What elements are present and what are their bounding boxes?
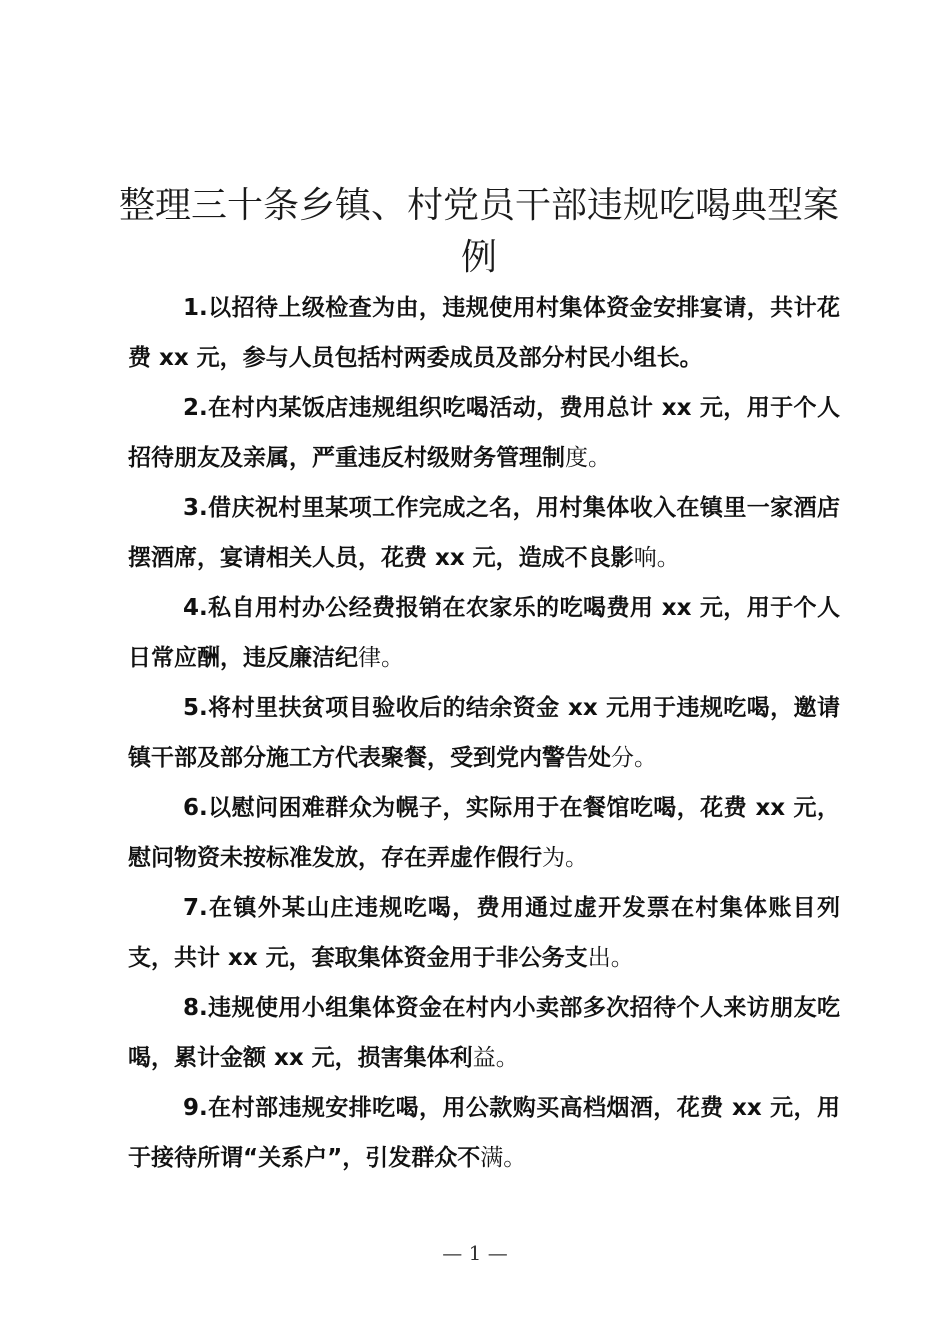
case-item: [128, 983, 840, 1083]
case-text: 4.私自用村办公经费报销在农家乐的吃喝费用 xx 元，用于个人日常应酬，违反廉洁纪: [128, 595, 840, 671]
case-text-tail: 为。: [542, 845, 588, 871]
page-number: — 1 —: [442, 1241, 508, 1265]
document-title: 整理三十条乡镇、村党员干部违规吃喝典型案例: [118, 185, 839, 278]
case-item: [128, 583, 840, 683]
case-text: 5.将村里扶贫项目验收后的结余资金 xx 元用于违规吃喝，邀请镇干部及部分施工方代表聚餐，受到党内警告处: [128, 695, 840, 771]
case-item: [128, 383, 840, 483]
case-text: 1.以招待上级检查为由，违规使用村集体资金安排宴请，共计花费 xx 元，参与人员包括村两委成员及部分村民小组长。: [128, 295, 840, 371]
case-item: [128, 883, 840, 983]
case-item: [128, 283, 840, 383]
case-text: 9.在村部违规安排吃喝，用公款购买高档烟酒，花费 xx 元，用于接待所谓“关系户”，引发群众不: [128, 1095, 840, 1171]
case-item: [128, 683, 840, 783]
case-text-tail: 出。: [587, 945, 634, 971]
case-text-tail: 律。: [358, 645, 404, 671]
case-text-tail: 益。: [472, 1045, 519, 1071]
case-text: 6.以慰问困难群众为幌子，实际用于在餐馆吃喝，花费 xx 元，慰问物资未按标准发放，存在弄虚作假行: [128, 795, 840, 871]
case-text: 2.在村内某饭店违规组织吃喝活动，费用总计 xx 元，用于个人招待朋友及亲属，严重违反村级财务管理制: [128, 395, 840, 471]
case-list: [128, 283, 840, 1183]
case-item: [128, 483, 840, 583]
case-text-tail: 分。: [611, 745, 657, 771]
case-item: [128, 1083, 840, 1183]
case-text: 3.借庆祝村里某项工作完成之名，用村集体收入在镇里一家酒店摆酒席，宴请相关人员，花费 xx 元，造成不良影: [128, 495, 840, 571]
case-text: 8.违规使用小组集体资金在村内小卖部多次招待个人来访朋友吃喝，累计金额 xx 元，损害集体利: [128, 995, 840, 1071]
case-text: 7.在镇外某山庄违规吃喝，费用通过虚开发票在村集体账目列支，共计 xx 元，套取集体资金用于非公务支: [128, 895, 840, 971]
case-text-tail: 满。: [480, 1145, 527, 1171]
case-item: [128, 783, 840, 883]
case-text-tail: 度。: [565, 445, 611, 471]
case-text-tail: 响。: [633, 545, 680, 571]
